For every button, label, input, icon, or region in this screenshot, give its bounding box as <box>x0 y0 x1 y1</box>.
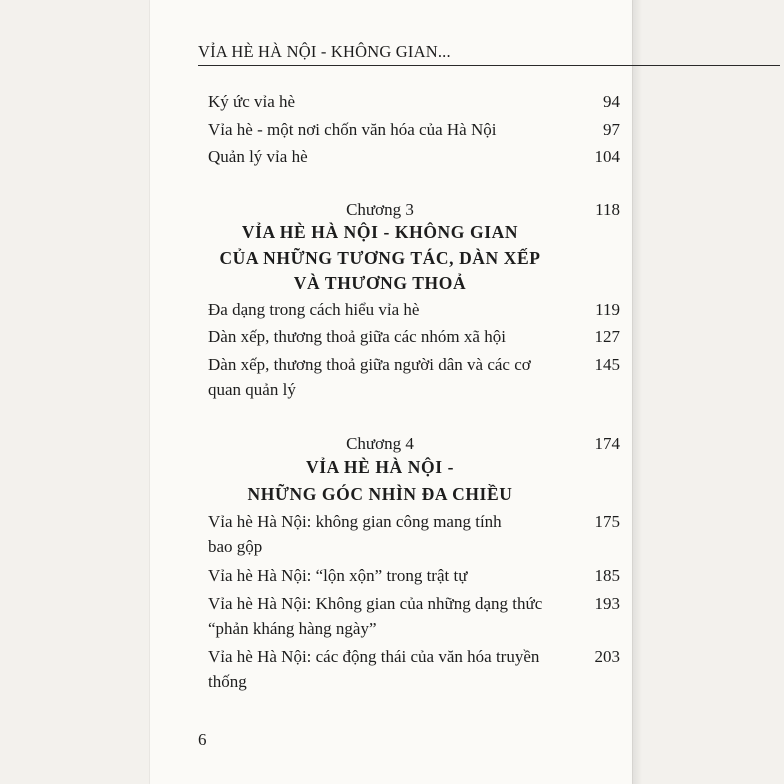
toc-entry-title: Quản lý vỉa hè <box>208 147 308 166</box>
toc-entry-title-continued: bao gộp <box>208 537 263 556</box>
toc-entry-title: Ký ức vỉa hè <box>208 92 296 111</box>
chapter-title-line: VỈA HÈ HÀ NỘI - KHÔNG GIAN <box>241 222 519 242</box>
toc-entry-title-continued: “phản kháng hàng ngày” <box>208 619 377 638</box>
toc-entry-page: 185 <box>594 566 620 585</box>
toc-entry-page: 127 <box>594 327 620 346</box>
chapter-title-line: VỈA HÈ HÀ NỘI - <box>305 457 455 477</box>
page-number: 6 <box>198 730 207 749</box>
book-page <box>150 0 632 784</box>
toc-entry-page: 97 <box>603 120 620 139</box>
toc-entry-title: Dàn xếp, thương thoả giữa các nhóm xã hội <box>208 327 506 346</box>
toc-entry-title: Vỉa hè Hà Nội: các động thái của văn hóa truyền <box>208 647 540 666</box>
toc-entry-page: 104 <box>594 147 620 166</box>
chapter-title-line: VÀ THƯƠNG THOẢ <box>293 273 467 293</box>
toc-entry-title: Dàn xếp, thương thoả giữa người dân và các cơ <box>208 355 531 374</box>
toc-entry-title: Vỉa hè - một nơi chốn văn hóa của Hà Nội <box>208 120 497 139</box>
toc-entry-page: 119 <box>595 300 620 319</box>
toc-entry-title-continued: quan quản lý <box>208 380 296 399</box>
chapter-page: 118 <box>595 200 620 219</box>
running-head: VỈA HÈ HÀ NỘI - KHÔNG GIAN... <box>198 42 451 61</box>
toc-entry-title: Đa dạng trong cách hiểu vỉa hè <box>208 300 420 319</box>
chapter-label: Chương 3 <box>346 200 414 219</box>
toc-entry-title: Vỉa hè Hà Nội: không gian công mang tính <box>208 512 502 531</box>
toc-entry-page: 94 <box>603 92 620 111</box>
chapter-title-line: CỦA NHỮNG TƯƠNG TÁC, DÀN XẾP <box>219 248 541 268</box>
toc-entry-page: 193 <box>594 594 620 613</box>
toc-entry-title: Vỉa hè Hà Nội: Không gian của những dạng thức <box>208 594 543 613</box>
toc-entry-page: 175 <box>594 512 620 531</box>
chapter-page: 174 <box>594 434 620 453</box>
chapter-title-line: NHỮNG GÓC NHÌN ĐA CHIỀU <box>247 484 513 504</box>
toc-entry-title-continued: thống <box>208 672 247 691</box>
chapter-label: Chương 4 <box>346 434 414 453</box>
toc-entry-page: 203 <box>594 647 620 666</box>
toc-entry-title: Vỉa hè Hà Nội: “lộn xộn” trong trật tự <box>208 566 468 585</box>
header-rule <box>198 65 780 66</box>
toc-entry-page: 145 <box>594 355 620 374</box>
